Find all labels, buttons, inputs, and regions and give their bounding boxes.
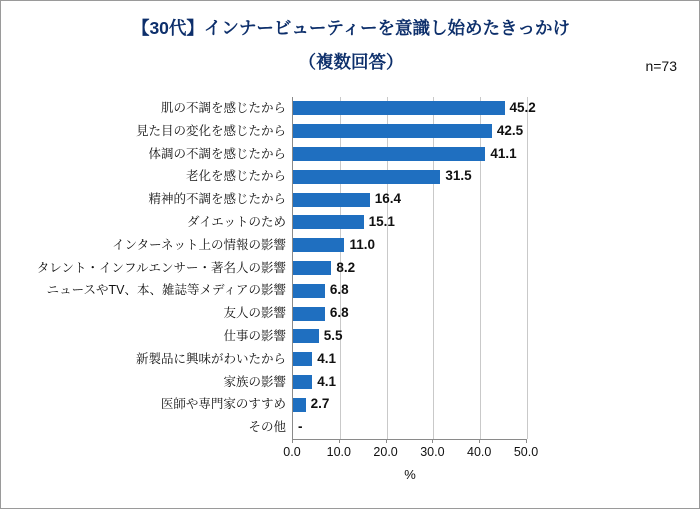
bar-row bbox=[1, 188, 700, 211]
bar-value-label: 31.5 bbox=[445, 168, 472, 184]
bar bbox=[293, 352, 312, 366]
bar-value-label: 6.8 bbox=[329, 305, 349, 321]
chart-title-block bbox=[1, 15, 700, 75]
x-axis-tick bbox=[386, 439, 387, 443]
category-label: 老化を感じたから bbox=[185, 169, 286, 184]
category-label: 精神的不調を感じたから bbox=[148, 192, 286, 207]
category-label: 肌の不調を感じたから bbox=[160, 101, 286, 115]
x-axis-title-wrap bbox=[1, 467, 700, 482]
bar-row bbox=[1, 302, 700, 325]
x-axis-line bbox=[292, 439, 527, 440]
category-label: 家族の影響 bbox=[223, 374, 286, 389]
bar bbox=[293, 398, 306, 412]
bar-row bbox=[1, 120, 700, 143]
bar-value-label: 2.7 bbox=[310, 396, 330, 412]
category-label: ニュースやTV、本、雑誌等メディアの影響 bbox=[46, 283, 286, 298]
bar bbox=[293, 170, 440, 184]
category-label: ダイエットのため bbox=[186, 215, 286, 229]
x-axis-tick-label: 50.0 bbox=[513, 445, 539, 459]
bar-row bbox=[1, 325, 700, 348]
bar-row bbox=[1, 143, 700, 166]
x-axis-tick-label: 20.0 bbox=[373, 445, 398, 459]
x-axis-title: % bbox=[404, 467, 416, 482]
bar-row bbox=[1, 393, 700, 416]
sample-size-label: n=73 bbox=[645, 58, 677, 74]
x-axis-tick-label: 30.0 bbox=[420, 445, 445, 459]
bar bbox=[293, 124, 492, 138]
bar-row bbox=[1, 371, 700, 394]
bar-row bbox=[1, 257, 700, 280]
chart-title-line-1: 【30代】インナービューティーを意識し始めたきっかけ bbox=[131, 18, 571, 38]
category-label: インターネット上の情報の影響 bbox=[112, 237, 286, 252]
bar-value-label: 4.1 bbox=[317, 373, 336, 389]
bar-value-label: 41.1 bbox=[490, 145, 517, 161]
bar-row bbox=[1, 97, 700, 120]
bar-value-label: 45.2 bbox=[509, 100, 536, 115]
x-axis-tick bbox=[292, 439, 293, 443]
bar-value-label: 16.4 bbox=[374, 191, 402, 207]
x-axis-tick bbox=[339, 439, 340, 443]
bar-row bbox=[1, 279, 700, 302]
bar-value-label: - bbox=[298, 419, 303, 435]
bar bbox=[293, 147, 485, 161]
bar bbox=[293, 261, 331, 275]
x-axis-tick bbox=[432, 439, 433, 443]
category-label: その他 bbox=[248, 420, 286, 435]
category-label: 体調の不調を感じたから bbox=[148, 146, 286, 161]
bar-row bbox=[1, 165, 700, 188]
bar-value-label: 6.8 bbox=[329, 282, 349, 298]
category-label: 友人の影響 bbox=[223, 306, 286, 321]
x-axis-tick bbox=[526, 439, 527, 443]
bar bbox=[293, 101, 505, 115]
category-label: 見た目の変化を感じたから bbox=[135, 123, 286, 138]
x-axis-tick bbox=[479, 439, 480, 443]
bar-row bbox=[1, 416, 700, 439]
bar-value-label: 8.2 bbox=[336, 259, 356, 275]
bar-row bbox=[1, 348, 700, 371]
category-label: 新製品に興味がわいたから bbox=[135, 351, 286, 366]
bar-value-label: 5.5 bbox=[323, 328, 343, 343]
category-label: タレント・インフルエンサー・著名人の影響 bbox=[36, 260, 286, 275]
bar bbox=[293, 215, 364, 229]
x-axis-tick-label: 10.0 bbox=[326, 445, 351, 459]
bar bbox=[293, 284, 325, 298]
bar bbox=[293, 307, 325, 321]
x-axis-tick-label: 40.0 bbox=[467, 445, 492, 459]
bar bbox=[293, 329, 319, 343]
bar-row bbox=[1, 234, 700, 257]
bar-value-label: 42.5 bbox=[496, 122, 524, 138]
x-axis-tick-label: 0.0 bbox=[283, 445, 301, 459]
bar bbox=[293, 375, 312, 389]
bar bbox=[293, 238, 344, 252]
bar-value-label: 4.1 bbox=[317, 350, 336, 366]
bar-value-label: 11.0 bbox=[349, 236, 375, 252]
bar-value-label: 15.1 bbox=[368, 214, 395, 229]
chart-title-line-2: （複数回答） bbox=[298, 52, 404, 72]
bar bbox=[293, 193, 370, 207]
bar-row bbox=[1, 211, 700, 234]
category-label: 仕事の影響 bbox=[223, 329, 286, 343]
category-label: 医師や専門家のすすめ bbox=[160, 397, 286, 412]
